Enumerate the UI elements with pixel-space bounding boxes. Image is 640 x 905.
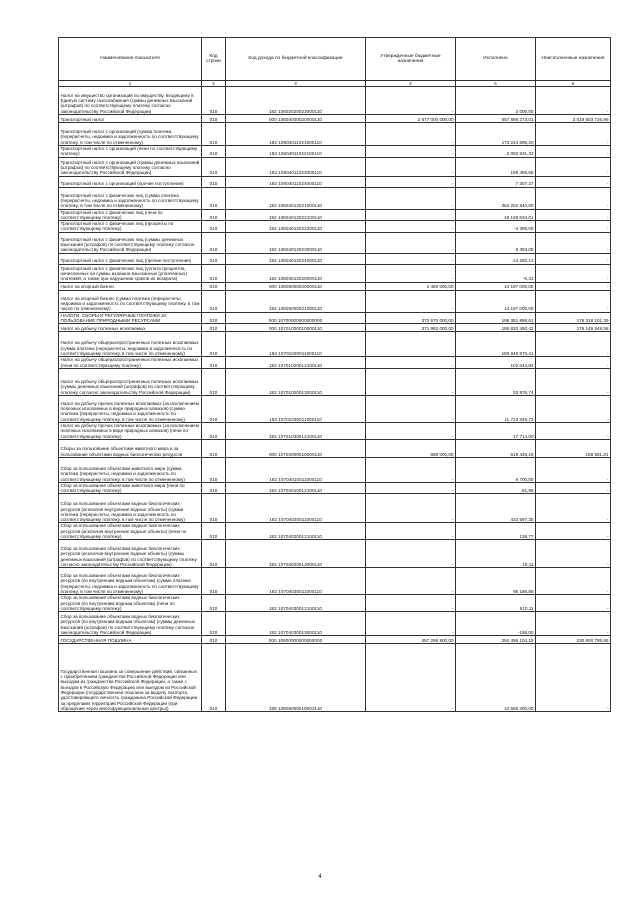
row-unexecuted-cell: - [536,146,611,158]
row-code-cell: 010 [202,395,226,422]
row-code-cell: 010 [202,439,226,457]
row-code-cell: 010 [202,636,226,644]
row-approved-cell: 2 450 000,00 [366,282,456,290]
row-name-cell: Сбор за пользование объектами водных биологических ресурсов (по внутренним водным объектам) (пени по соответствующему платежу) [59,595,202,612]
row-executed-cell: 173 244 895,20 [456,123,536,146]
row-approved-cell: - [366,595,456,612]
row-name-cell: Транспортный налог с организаций (суммы денежных взысканий (штрафов) по соответствующему платежу согласно законодательству Российской Федерации) [59,157,202,176]
row-unexecuted-cell: - [536,595,611,612]
row-name-cell: Сбор за пользование объектами животного мира (пени по соответствующему платежу) [59,482,202,494]
row-code-cell: 010 [202,568,226,595]
column-number: 2 [202,81,226,87]
table-row [59,422,611,439]
row-code-cell: 010 [202,494,226,523]
row-unexecuted-cell: 230 800 795,85 [536,636,611,644]
row-executed-cell: 17 714,00 [456,422,536,439]
row-kbk-cell: 000 10604000020000110 [226,115,366,123]
row-name-cell: Налог на имущество организаций по имуществу, входящему в Единую систему газоснабжения (суммы денежных взысканий (штрафов) по соответствующему платежу согласно законодательству Российской Федерации) [59,87,202,115]
row-unexecuted-cell: 176 318 101,39 [536,312,611,324]
row-kbk-cell: 182 10704030011000110 [226,568,366,595]
row-name-cell: Налог на добычу полезных ископаемых [59,324,202,332]
row-kbk-cell: 000 10700000000000000 [226,312,366,324]
row-approved-cell: - [366,612,456,636]
row-code-cell: 010 [202,282,226,290]
row-executed-cell: 12 565 300,00 [456,644,536,712]
row-name-cell: Транспортный налог с организаций (сумма платежа (перерасчеты, недоимка и задолженность по соответствующему платежу, в том числе по отмененному) [59,123,202,146]
row-unexecuted-cell: - [536,457,611,482]
row-approved-cell: - [366,290,456,312]
table-row [59,482,611,494]
row-approved-cell: 372 670 000,00 [366,312,456,324]
table-row [59,494,611,523]
row-executed-cell: 15,11 [456,540,536,568]
table-row [59,568,611,595]
row-kbk-cell: 182 10704020013000110 [226,540,366,568]
row-unexecuted-cell: - [536,209,611,221]
header-unexecuted: Неисполненные назначения [536,38,611,81]
table-body [59,87,611,712]
row-approved-cell: - [366,264,456,282]
row-unexecuted-cell: - [536,221,611,233]
row-kbk-cell: 182 10604012025000110 [226,264,366,282]
table-row [59,332,611,357]
row-name-cell: Сбор за пользование объектами водных биологических ресурсов (исключая внутренние водные объекты) (пени по соответствующему платежу) [59,523,202,540]
header-row [59,38,611,81]
row-executed-cell: -4 389,00 [456,221,536,233]
table-row [59,636,611,644]
row-executed-cell: 8 393,00 [456,232,536,253]
row-code-cell: 010 [202,324,226,332]
row-name-cell: Транспортный налог с физических лиц (сумма платежа (перерасчеты, недоимка и задолженность по соответствующему платежу, в том числе по отмененному) [59,187,202,209]
row-approved-cell: - [366,146,456,158]
row-executed-cell: 433 597,30 [456,494,536,523]
row-name-cell: Транспортный налог с физических лиц (проценты по соответствующему платежу) [59,221,202,233]
row-unexecuted-cell: 2 019 603 726,99 [536,115,611,123]
row-name-cell: Сбор за пользование объектами водных биологических ресурсов (исключая внутренние водные объекты) (сумма платежа (перерасчеты, недоимка и задолженность по соответствующему платежу, в том числе по отмененному) [59,494,202,523]
table-row [59,187,611,209]
table-row [59,146,611,158]
column-number: 4 [366,81,456,87]
row-unexecuted-cell: - [536,123,611,146]
row-executed-cell: 14 197 000,00 [456,282,536,290]
row-name-cell: Налог на добычу общераспространенных полезных ископаемых (пени по соответствующему платежу) [59,357,202,369]
row-kbk-cell: 000 10704000010000110 [226,439,366,457]
table-row [59,253,611,264]
row-code-cell: 010 [202,595,226,612]
row-code-cell: 010 [202,87,226,115]
row-unexecuted-cell: - [536,232,611,253]
row-code-cell: 010 [202,232,226,253]
row-approved-cell: - [366,568,456,595]
row-name-cell: Сбор за пользование объектами водных биологических ресурсов (исключая внутренние водные объекты) (суммы денежных взысканий (штрафов) по соответствующему платежу согласно законодательству Российской Федерации) [59,540,202,568]
row-executed-cell: 657 896 273,01 [456,115,536,123]
row-executed-cell: 196 351 898,61 [456,312,536,324]
column-number: 3 [226,81,366,87]
revenue-table [58,37,611,712]
row-approved-cell: - [366,494,456,523]
row-kbk-cell: 182 10704030013000110 [226,612,366,636]
row-name-cell: Налог на игорный бизнес [59,282,202,290]
row-code-cell: 010 [202,253,226,264]
row-name-cell: Транспортный налог с организаций (пени по соответствующему платежу) [59,146,202,158]
row-unexecuted-cell: - [536,357,611,369]
row-executed-cell: 53 876,74 [456,368,536,395]
row-code-cell: 010 [202,644,226,712]
row-unexecuted-cell: - [536,523,611,540]
row-approved-cell: 371 982 000,00 [366,324,456,332]
row-executed-cell: 510,11 [456,595,536,612]
column-number: 5 [456,81,536,87]
row-name-cell: Налог на добычу прочих полезных ископаемых (за исключением полезных ископаемых в виде природных алмазов) (пени по соответствующему платежу) [59,422,202,439]
row-unexecuted-cell: - [536,368,611,395]
row-code-cell: 010 [202,368,226,395]
row-code-cell: 010 [202,523,226,540]
row-kbk-cell: 182 10604011023000110 [226,157,366,176]
row-unexecuted-cell: - [536,187,611,209]
row-name-cell: НАЛОГИ, СБОРЫ И РЕГУЛЯРНЫЕ ПЛАТЕЖИ ЗА ПОЛЬЗОВАНИЕ ПРИРОДНЫМИ РЕСУРСАМИ [59,312,202,324]
row-approved-cell: - [366,644,456,712]
row-kbk-cell: 182 10604012021000110 [226,187,366,209]
row-kbk-cell: 182 10604011022100110 [226,146,366,158]
row-approved-cell: 2 677 000 000,00 [366,115,456,123]
header-code: Код строки [202,38,226,81]
table-row [59,612,611,636]
row-executed-cell: 95 186,86 [456,568,536,595]
row-approved-cell: - [366,457,456,482]
row-unexecuted-cell: - [536,482,611,494]
row-name-cell: Налог на игорный бизнес (сумма платежа (перерасчеты, недоимка и задолженность по соответствующему платежу, в том числе по отмененному) [59,290,202,312]
table-row [59,357,611,369]
table-row [59,312,611,324]
row-approved-cell: - [366,395,456,422]
row-name-cell: Транспортный налог с физических лиц (уплата процентов, начисленных на суммы излишне взысканных (уплаченных) платежей, а также при нарушении сроков их возврата) [59,264,202,282]
row-kbk-cell: 182 10704010011000110 [226,457,366,482]
row-code-cell: 010 [202,187,226,209]
row-kbk-cell: 182 10701020013000110 [226,368,366,395]
table-row [59,209,611,221]
table-row [59,439,611,457]
table-row [59,176,611,187]
row-name-cell: Налог на добычу общераспространенных полезных ископаемых (суммы денежных взысканий (штрафов) по соответствующему платежу согласно законодательству Российской Федерации) [59,368,202,395]
row-approved-cell: 457 296 900,00 [366,636,456,644]
row-kbk-cell: 182 10701030011000110 [226,395,366,422]
row-approved-cell: - [366,157,456,176]
row-kbk-cell: 182 10604012024000110 [226,253,366,264]
row-name-cell: Транспортный налог с физических лиц (суммы денежных взысканий (штрафов) по соответствующему платежу согласно законодательству Российской Федерации) [59,232,202,253]
row-name-cell: Транспортный налог [59,115,202,123]
row-kbk-cell: 182 10604012023000110 [226,232,366,253]
row-unexecuted-cell: - [536,157,611,176]
row-unexecuted-cell: - [536,332,611,357]
row-code-cell: 010 [202,357,226,369]
row-unexecuted-cell: - [536,264,611,282]
row-executed-cell: -166,00 [456,612,536,636]
row-kbk-cell: 000 10701000010000110 [226,324,366,332]
row-unexecuted-cell: - [536,540,611,568]
report-sheet [58,37,610,712]
row-approved-cell: - [366,540,456,568]
row-kbk-cell: 182 10604012022200110 [226,221,366,233]
row-approved-cell: - [366,332,456,357]
row-unexecuted-cell: - [536,568,611,595]
row-unexecuted-cell: - [536,494,611,523]
row-code-cell: 010 [202,332,226,357]
header-kbk: Код дохода по бюджетной классификации [226,38,366,81]
row-approved-cell: - [366,523,456,540]
row-unexecuted-cell: 168 551,81 [536,439,611,457]
row-code-cell: 010 [202,312,226,324]
row-code-cell: 010 [202,157,226,176]
row-approved-cell: - [366,221,456,233]
table-row [59,232,611,253]
row-code-cell: 010 [202,209,226,221]
row-unexecuted-cell: 176 149 549,58 [536,324,611,332]
column-number: 6 [536,81,611,87]
table-row [59,282,611,290]
row-approved-cell: - [366,187,456,209]
table-row [59,264,611,282]
row-approved-cell: - [366,123,456,146]
row-approved-cell: - [366,368,456,395]
table-row [59,115,611,123]
row-kbk-cell: 182 10605000021000110 [226,290,366,312]
table-row [59,595,611,612]
row-executed-cell: -14 282,13 [456,253,536,264]
row-name-cell: Транспортный налог с организаций (прочие поступления) [59,176,202,187]
row-executed-cell: 7 307,27 [456,176,536,187]
table-row [59,395,611,422]
header-executed: Исполнено [456,38,536,81]
row-executed-cell: 102 044,84 [456,357,536,369]
row-unexecuted-cell: - [536,395,611,422]
row-approved-cell: - [366,209,456,221]
row-kbk-cell: 182 10604012022100110 [226,209,366,221]
row-name-cell: Сборы за пользование объектами животного мира и за пользование объектами водных биологических ресурсов [59,439,202,457]
row-approved-cell: - [366,232,456,253]
table-row [59,324,611,332]
row-unexecuted-cell: - [536,290,611,312]
row-kbk-cell: 182 10604011021000110 [226,123,366,146]
row-name-cell: Сбор за пользование объектами водных биологических ресурсов (по внутренним водным объектам) (сумма платежа (перерасчеты, недоимка и задолженность по соответствующему платежу, в том числе по отмененному) [59,568,202,595]
row-approved-cell: - [366,253,456,264]
row-kbk-cell: 182 10704010012100110 [226,482,366,494]
row-code-cell: 010 [202,540,226,568]
row-code-cell: 010 [202,115,226,123]
row-approved-cell: - [366,422,456,439]
row-approved-cell: - [366,87,456,115]
row-kbk-cell: 182 10701020012100110 [226,357,366,369]
row-executed-cell: 6 700,00 [456,457,536,482]
row-kbk-cell: 182 10701020011000110 [226,332,366,357]
row-name-cell: Сбор за пользование объектами животного мира (сумма платежа (перерасчеты, недоимка и задолженность по соответствующему платежу, в том числе по отмененному) [59,457,202,482]
row-name-cell: Государственная пошлина за совершение действий, связанных с приобретением гражданства Российской Федерации или выходом из гражданства Российской Федерации, а также с въездом в Российскую Федерацию или выездом из Российской Федерации (государственная пошлина за выдачу паспорта, удостоверяющего личность гражданина Российской Федерации за пределами территории Российской Федерации (при обращении через многофункциональные центры)) [59,644,202,712]
table-row [59,540,611,568]
row-executed-cell: 11 723 349,73 [456,395,536,422]
table-row [59,157,611,176]
row-kbk-cell: 182 10704020012100110 [226,523,366,540]
row-executed-cell: 183 846 870,41 [456,332,536,357]
row-name-cell: Сбор за пользование объектами водных биологических ресурсов (по внутренним водным объектам) (суммы денежных взысканий (штрафов) по соответствующему платежу согласно законодательству Российской Федерации) [59,612,202,636]
row-executed-cell: 254 496 104,15 [456,636,536,644]
row-code-cell: 010 [202,264,226,282]
header-name: Наименование показателя [59,38,202,81]
row-kbk-cell: 188 10806000018003110 [226,644,366,712]
row-kbk-cell: 182 10602020023000110 [226,87,366,115]
table-row [59,87,611,115]
table-row [59,457,611,482]
row-executed-cell: 18 128 834,01 [456,209,536,221]
row-code-cell: 010 [202,482,226,494]
table-row [59,523,611,540]
page-number: 4 [318,874,322,880]
row-kbk-cell: 182 10704020011000110 [226,494,366,523]
row-code-cell: 010 [202,146,226,158]
table-row [59,368,611,395]
row-executed-cell: 185 832 450,42 [456,324,536,332]
row-executed-cell: -51,96 [456,482,536,494]
table-row [59,123,611,146]
row-executed-cell: -0,31 [456,264,536,282]
row-approved-cell: - [366,357,456,369]
row-code-cell: 010 [202,612,226,636]
row-unexecuted-cell: - [536,282,611,290]
row-executed-cell: 14 197 000,00 [456,290,536,312]
row-name-cell: ГОСУДАРСТВЕННАЯ ПОШЛИНА [59,636,202,644]
row-kbk-cell: 182 10704030012100110 [226,595,366,612]
row-executed-cell: 519 448,19 [456,439,536,457]
row-unexecuted-cell: - [536,87,611,115]
row-unexecuted-cell: - [536,176,611,187]
row-unexecuted-cell: - [536,612,611,636]
row-unexecuted-cell: - [536,253,611,264]
row-executed-cell: 2 092 531,33 [456,146,536,158]
row-executed-cell: 136,77 [456,523,536,540]
row-code-cell: 010 [202,176,226,187]
row-kbk-cell: 182 10604011024000110 [226,176,366,187]
row-executed-cell: 364 202 840,00 [456,187,536,209]
row-code-cell: 010 [202,123,226,146]
column-number: 1 [59,81,202,87]
row-name-cell: Налог на добычу прочих полезных ископаемых (за исключением полезных ископаемых в виде природных алмазов) (сумма платежа (перерасчеты, недоимка и задолженность по соответствующему платежу, в том числе по отмененному) [59,395,202,422]
row-name-cell: Налог на добычу общераспространенных полезных ископаемых (сумма платежа (перерасчеты, недоимка и задолженность по соответствующему платежу, в том числе по отмененному) [59,332,202,357]
row-approved-cell: 688 000,00 [366,439,456,457]
table-row [59,290,611,312]
row-kbk-cell: 182 10701030012100110 [226,422,366,439]
row-kbk-cell: 000 10605000020000110 [226,282,366,290]
row-code-cell: 010 [202,422,226,439]
row-code-cell: 010 [202,221,226,233]
row-code-cell: 010 [202,290,226,312]
row-code-cell: 010 [202,457,226,482]
row-name-cell: Транспортный налог с физических лиц (пени по соответствующему платежу) [59,209,202,221]
row-unexecuted-cell: - [536,422,611,439]
row-approved-cell: - [366,176,456,187]
row-executed-cell: 169 459,55 [456,157,536,176]
row-approved-cell: - [366,482,456,494]
row-unexecuted-cell: - [536,644,611,712]
row-executed-cell: 2 000,00 [456,87,536,115]
row-name-cell: Транспортный налог с физических лиц (прочие поступления) [59,253,202,264]
table-row [59,221,611,233]
header-approved: Утвержденные бюджетные назначения [366,38,456,81]
row-kbk-cell: 000 10800000000000000 [226,636,366,644]
table-row [59,644,611,712]
